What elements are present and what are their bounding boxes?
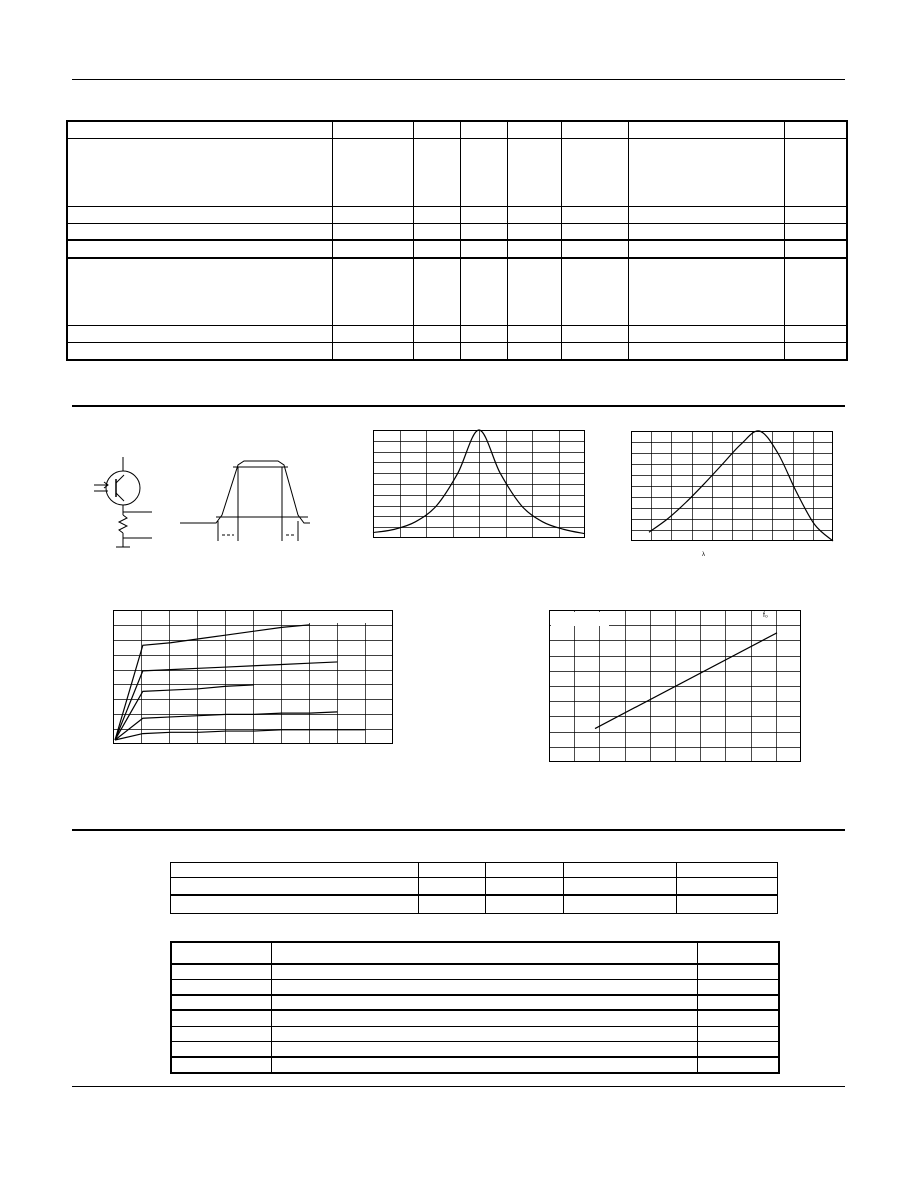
- table-row: [171, 979, 779, 995]
- series-line-0: [649, 431, 833, 541]
- chart4-mark: λ: [702, 552, 705, 558]
- spectral-response-chart: [631, 431, 833, 541]
- plot-frame: [632, 432, 833, 541]
- legend-area: [551, 612, 609, 626]
- resistor-symbol: [119, 515, 127, 533]
- table-row: [171, 1026, 779, 1042]
- package-info-table: [170, 941, 780, 1074]
- legend-area: [283, 611, 391, 623]
- mechanical-data-table: [170, 862, 778, 914]
- series-line-0: [595, 633, 777, 729]
- table-row: [67, 223, 847, 240]
- table-header-row: [171, 942, 779, 964]
- series-line-3: [115, 712, 337, 740]
- table-header-row: [171, 863, 778, 878]
- switching-waveform-diagram: [178, 455, 313, 545]
- section-rule: [72, 829, 845, 831]
- table-row: [171, 895, 778, 913]
- plot-frame: [374, 431, 585, 538]
- output-characteristics-chart: [113, 610, 393, 744]
- table-row: [171, 877, 778, 895]
- table-row: [171, 1042, 779, 1058]
- table-row: [67, 258, 847, 326]
- table-row: [67, 343, 847, 360]
- table-row: [171, 964, 779, 980]
- section-rule: [72, 405, 845, 407]
- table-row: [171, 1010, 779, 1026]
- table-row: [67, 326, 847, 343]
- header-rule: [72, 79, 845, 80]
- linear-response-chart: [549, 610, 801, 762]
- footer-rule: [72, 1086, 845, 1087]
- table-row: [67, 240, 847, 257]
- angular-response-chart: [373, 430, 585, 538]
- plot-frame: [114, 611, 393, 744]
- table-row: [67, 138, 847, 206]
- table-row: [171, 995, 779, 1011]
- series-line-4: [115, 730, 365, 740]
- test-circuit-diagram: [90, 455, 160, 555]
- table-row: [67, 206, 847, 223]
- chart6-mark: f₀: [763, 612, 768, 619]
- series-line-0: [115, 625, 310, 740]
- table-row: [171, 1057, 779, 1073]
- electrical-characteristics-table: [66, 120, 848, 361]
- output-waveform: [180, 461, 310, 523]
- series-line-0: [373, 430, 585, 534]
- table-header-row: [67, 121, 847, 138]
- series-line-1: [115, 662, 337, 740]
